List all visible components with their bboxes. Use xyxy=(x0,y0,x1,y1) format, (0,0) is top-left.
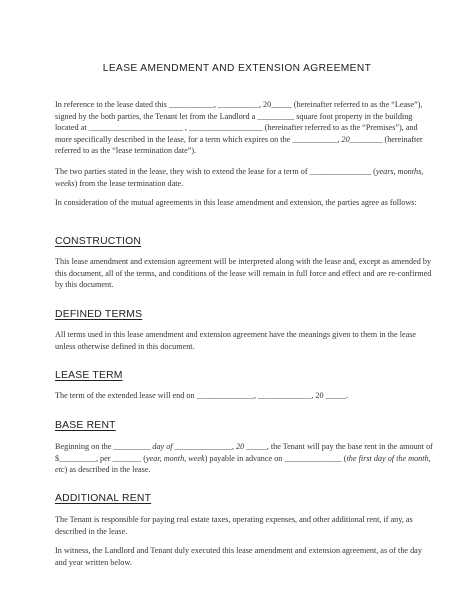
term-units-italic: years, months, weeks xyxy=(55,167,424,188)
intro-paragraph-2 xyxy=(55,166,435,189)
base-rent-due-italic: the first day of the month, etc xyxy=(55,453,431,475)
base-rent-text-c: ______________, xyxy=(172,442,237,451)
intro-year-italic: 20 xyxy=(341,134,350,144)
base-rent-text-g: ) payable in advance on ______________ ( xyxy=(204,453,347,463)
base-rent-year-italic: 20 xyxy=(236,442,245,451)
base-rent-day-italic: day of xyxy=(152,442,173,451)
base-rent-text-i: ) as described in the lease. xyxy=(64,465,151,475)
base-rent-body xyxy=(55,441,435,476)
intro-text-c: ________ (hereinafter referred to as the “lease termination date”). xyxy=(55,134,423,156)
term-text-a: The two parties stated in the lease, they wish to extend the lease for a term of _______________ ( xyxy=(55,167,376,176)
additional-rent-body: The Tenant is responsible for paying real estate taxes, operating expenses, and other additional rent, if any, as described in the lease. xyxy=(55,515,413,536)
construction-body: This lease amendment and extension agreement will be interpreted along with the lease and, except as amended by this document, all of the terms, and conditions of the lease will remain in full force and effect and are re-confirmed by this document. xyxy=(55,257,432,290)
base-rent-period-italic: year, month, week xyxy=(145,453,205,463)
intro-paragraph-3: In consideration of the mutual agreements in this lease amendment and extension, the parties agree as follows: xyxy=(55,198,417,207)
construction-heading: CONSTRUCTION xyxy=(55,236,142,247)
additional-rent-heading: ADDITIONAL RENT xyxy=(55,493,152,504)
defined-terms-body: All terms used in this lease amendment and extension agreement have the meanings given to them in the lease unless otherwise defined in this document. xyxy=(55,330,417,351)
term-text-c: ) from the lease termination date. xyxy=(74,178,184,188)
lease-term-heading: LEASE TERM xyxy=(55,370,123,381)
base-rent-heading: BASE RENT xyxy=(55,420,116,431)
defined-terms-heading: DEFINED TERMS xyxy=(55,309,143,320)
lease-term-body: The term of the extended lease will end on ______________, _____________, 20 _____. xyxy=(55,391,349,400)
intro-text-a: In reference to the lease dated this ___________, __________, 20_____ (hereinafter referred to as the “Lease”), signed by the both parties, the Tenant let from the Landlord a _________ square foot property in the building located at _______________________ , __________________ (hereinafter referred to as the “Premises”), and more specifically described in the lease, for a term which expires on the ___________, xyxy=(55,100,423,144)
base-rent-text-e: _____, the Tenant will pay the base rent in the amount of $_________, per _______ ( xyxy=(55,442,433,463)
intro-paragraph-1 xyxy=(55,99,435,157)
document-title: LEASE AMENDMENT AND EXTENSION AGREEMENT xyxy=(102,63,372,74)
closing-paragraph: In witness, the Landlord and Tenant duly executed this lease amendment and extension agreement, as of the day and year written below. xyxy=(55,546,422,567)
base-rent-text-a: Beginning on the _________ xyxy=(55,442,153,451)
